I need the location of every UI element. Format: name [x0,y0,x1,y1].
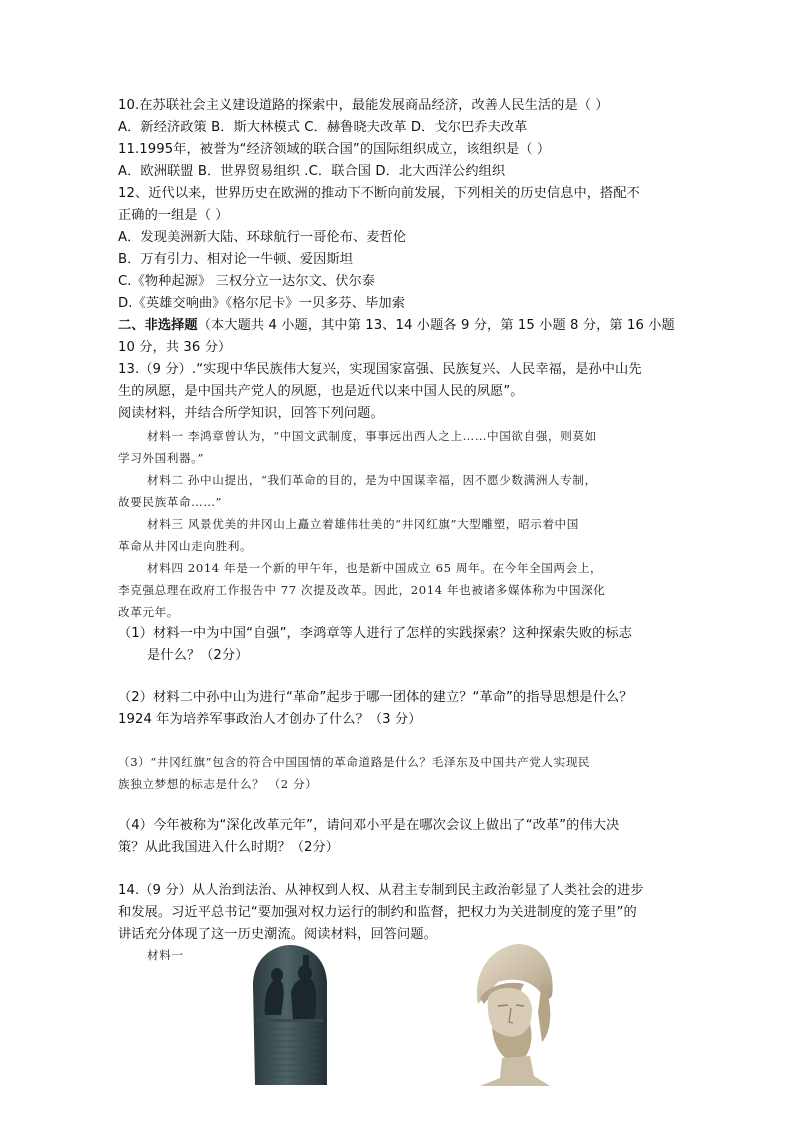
q12-stem-line1: 12、近代以来，世界历史在欧洲的推动下不断向前发展，下列相关的历史信息中，搭配不 [118,186,640,201]
q13-material3-line1: 材料三 风景优美的井冈山上矗立着雄伟壮美的“井冈红旗”大型雕塑，昭示着中国 [147,517,579,531]
q13-sub2-line2: 1924 年为培养军事政治人才创办了什么？（3 分） [118,712,422,727]
q13-sub2-line1: （2）材料二中孙中山为进行“革命”起步于哪一团体的建立？“革命”的指导思想是什么？ [118,690,633,705]
pericles-bust-image [458,942,566,1086]
q13-material1-line1: 材料一 李鸿章曾认为，“中国文武制度，事事远出西人之上……中国欲自强，则莫如 [147,429,597,443]
q11-options: A．欧洲联盟 B．世界贸易组织 .C．联合国 D．北大西洋公约组织 [118,164,506,179]
q13-sub1-line1: （1）材料一中为中国“自强”，李鸿章等人进行了怎样的实践探索？这种探索失败的标志 [118,626,632,641]
q13-material2-line1: 材料二 孙中山提出，“我们革命的目的，是为中国谋幸福，因不愿少数满洲人专制， [147,473,597,487]
section2-desc-line1: （本大题共 4 小题，其中第 13、14 小题各 9 分，第 15 小题 8 分，第 16 小题 [197,318,675,333]
q13-intro-line2: 生的夙愿，是中国共产党人的夙愿，也是近代以来中国人民的夙愿”。 [118,384,524,399]
section2-header [118,316,675,336]
q13-material4-line1: 材料四 2014 年是一个新的甲午年，也是新中国成立 65 周年。在今年全国两会上， [147,561,603,575]
q12-option-d: D.《英雄交响曲》《格尔尼卡》一贝多芬、毕加索 [118,296,405,311]
q12-stem-line2: 正确的一组是（ ） [118,208,229,223]
q12-option-a: A．发现美洲新大陆、环球航行一哥伦布、麦哲伦 [118,230,407,245]
hammurabi-stele-image [247,945,333,1085]
q12-option-b: B．万有引力、相对论一牛顿、爱因斯坦 [118,252,354,267]
q11-stem: 11.1995年，被誉为“经济领域的联合国”的国际组织成立，该组织是（ ） [118,142,551,157]
q13-material3-line2: 革命从井冈山走向胜利。 [118,539,253,553]
q13-sub1-line2: 是什么？（2分） [147,648,249,663]
q13-sub4-line1: （4）今年被称为“深化改革元年”，请问邓小平是在哪次会议上做出了“改革”的伟大决 [118,818,620,833]
q13-sub3-line2: 族独立梦想的标志是什么？ （2 分） [118,777,318,791]
q13-intro-line1: 13.（9 分）.“实现中华民族伟大复兴，实现国家富强、民族复兴、人民幸福，是孙中山先 [118,362,642,377]
q13-sub4-line2: 策？从此我国进入什么时期？（2分） [118,840,340,855]
q14-intro-line3: 讲话充分体现了这一历史潮流。阅读材料，回答问题。 [118,927,437,942]
q13-material4-line2: 李克强总理在政府工作报告中 77 次提及改革。因此，2014 年也被诸多媒体称为中国深化 [118,583,606,597]
section2-title: 二、非选择题 [118,318,198,333]
q14-intro-line1: 14.（9 分）从人治到法治、从神权到人权、从君主专制到民主政治彰显了人类社会的进步 [118,883,644,898]
q13-material2-line2: 故要民族革命……” [118,495,223,509]
q13-material4-line3: 改革元年。 [118,605,179,619]
q10-stem: 10.在苏联社会主义建设道路的探索中，最能发展商品经济，改善人民生活的是（ ） [118,98,609,113]
q10-options: A．新经济政策 B．斯大林模式 C．赫鲁晓夫改革 D．戈尔巴乔夫改革 [118,120,528,135]
q13-instruction: 阅读材料，并结合所学知识，回答下列问题。 [118,406,384,421]
q12-option-c: C.《物种起源》 三权分立一达尔文、伏尔泰 [118,274,376,289]
q14-material1-label: 材料一 [147,948,184,962]
section2-desc-line2: 10 分，共 36 分） [118,340,232,355]
q13-sub3-line1: （3）“井冈红旗”包含的符合中国国情的革命道路是什么？毛泽东及中国共产党人实现民 [118,755,591,769]
q14-intro-line2: 和发展。习近平总书记“要加强对权力运行的制约和监督，把权力为关进制度的笼子里”的 [118,905,637,920]
q13-material1-line2: 学习外国利器。” [118,451,205,465]
